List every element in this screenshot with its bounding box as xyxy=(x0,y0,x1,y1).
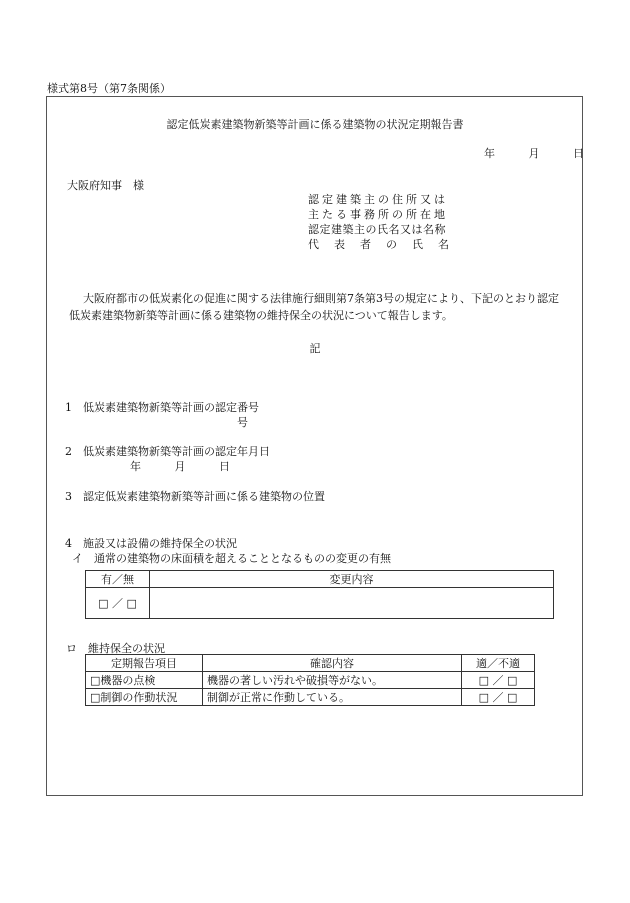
applicant-name-label: 認定建築主の氏名又は名称 xyxy=(308,223,446,236)
item2-label: 2 低炭素建築物新築等計画の認定年月日 xyxy=(65,445,270,458)
ki-heading: 記 xyxy=(309,342,321,355)
item1-value: 号 xyxy=(237,416,248,429)
date-day: 日 xyxy=(573,147,584,160)
date-month: 月 xyxy=(528,147,540,160)
report-item-control[interactable]: □制御の作動状況 xyxy=(86,689,203,706)
item4-sub-ro: ロ 維持保全の状況 xyxy=(66,642,165,655)
maintenance-table xyxy=(85,654,535,706)
addressee: 大阪府知事 様 xyxy=(67,179,144,192)
header-report-item: 定期報告項目 xyxy=(86,655,203,672)
header-change-content: 変更内容 xyxy=(150,571,554,588)
item4-label: 4 施設又は設備の維持保全の状況 xyxy=(65,537,237,550)
body-text: 大阪府都市の低炭素化の促進に関する法律施行細則第7条第3号の規定により、下記のとおり認定低炭素建築物新築等計画に係る建築物の維持保全の状況について報告します。 xyxy=(69,292,559,322)
report-item-equipment[interactable]: □機器の点検 xyxy=(86,672,203,689)
presence-checkbox[interactable]: □ ／ □ xyxy=(86,588,150,619)
table-row xyxy=(86,689,535,706)
change-content-cell[interactable] xyxy=(150,588,554,619)
check-content-equipment: 機器の著しい汚れや破損等がない。 xyxy=(203,672,462,689)
item2-day: 日 xyxy=(219,460,230,473)
item1-label: 1 低炭素建築物新築等計画の認定番号 xyxy=(65,401,259,414)
document-title: 認定低炭素建築物新築等計画に係る建築物の状況定期報告書 xyxy=(166,118,464,131)
item4-sub-i: イ 通常の建築物の床面積を超えることとなるものの変更の有無 xyxy=(72,552,391,565)
suitability-checkbox-equipment[interactable]: □ ／ □ xyxy=(462,672,535,689)
change-table xyxy=(85,570,554,619)
applicant-office-label: 主たる事務所の所在地 xyxy=(308,208,448,221)
form-id: 様式第8号（第7条関係） xyxy=(47,82,171,95)
item2-year: 年 xyxy=(130,460,141,473)
table-row xyxy=(86,672,535,689)
representative-name-label: 代 表 者 の 氏 名 xyxy=(308,238,451,251)
date-year: 年 xyxy=(484,147,495,160)
item3-label: 3 認定低炭素建築物新築等計画に係る建築物の位置 xyxy=(65,490,325,503)
header-presence: 有／無 xyxy=(86,571,150,588)
header-check-content: 確認内容 xyxy=(203,655,462,672)
check-content-control: 制御が正常に作動している。 xyxy=(203,689,462,706)
item2-month: 月 xyxy=(174,460,186,473)
report-date xyxy=(484,145,584,161)
item2-date xyxy=(130,458,230,474)
applicant-address-label: 認定建築主の住所又は xyxy=(308,193,448,206)
suitability-checkbox-control[interactable]: □ ／ □ xyxy=(462,689,535,706)
header-suitability: 適／不適 xyxy=(462,655,535,672)
